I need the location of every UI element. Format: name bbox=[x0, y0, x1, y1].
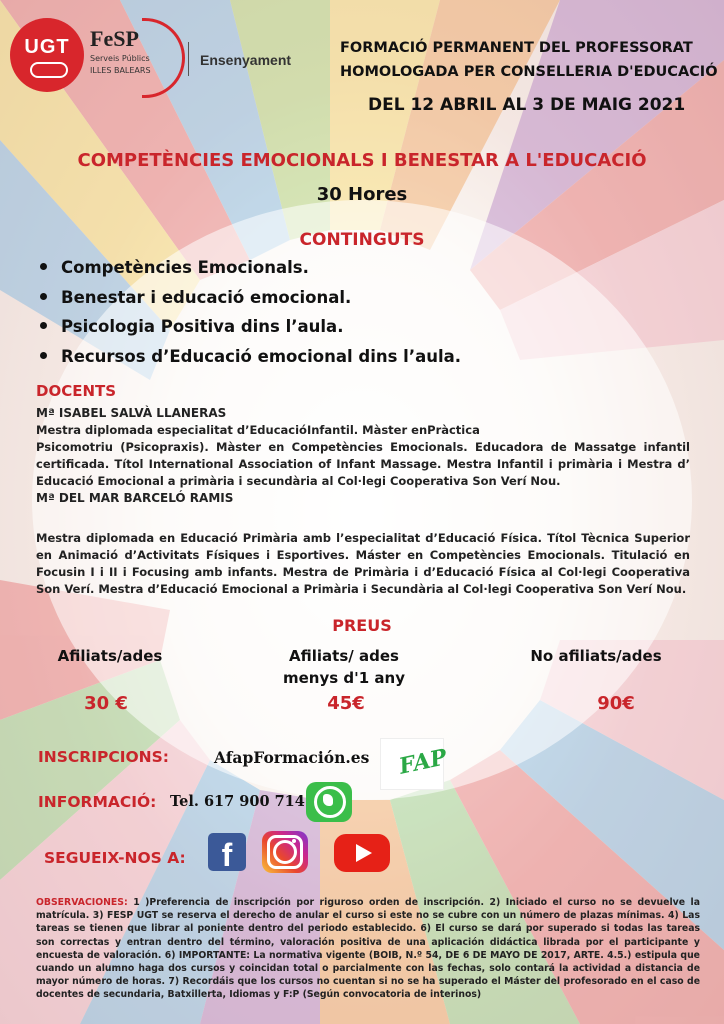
price-col-1 bbox=[0, 645, 220, 667]
observations-text: 1 )Preferencia de inscripción por riguroso orden de inscripción. 2) Iniciado el curso no se devuelve la matrícula. 3) FESP UGT se reserva el derecho de anular el curso si este no se cubre con un número de plazas mínimas. 4) Las tareas se tienen que librar al poniente dentro del periodo establecido. 6) El curso se dará por superado si todas las tareas son correctas y entran dentro del término, valoración positiva de una aplicación didáctica librada por el participante y encuesta de valoración. 6) IMPORTANTE: La normativa vigente (BOIB, N.º 54, DE 6 DE MAYO DE 2017, ARTE. 4.5.) estipula que cuando un alumno haga dos cursos y coincidan total o parcialmente con las fechas, solo contará la actividad a distancia de mayor número de horas. 7) Recordáis que los cursos no cuentan si no se ha superado el Máster del profesorado en el caso de docentes de secundaria, Batxillerta, Idiomas y F:P (Según convocatoria de interinos) bbox=[36, 897, 700, 1001]
fesp-sub1: Serveis Públics bbox=[90, 54, 150, 63]
teacher-2-bio: Mestra diplomada en Educació Primària amb l’especialitat d’Educació Física. Títol Tècnica Superior en Animació d’Activitats Físiques i Esportives. Máster en Competències Emocionals. Titulació en Focusin I i II i Focusing amb infants. Mestra de Primària i d’Educació Física al Col·legi Cooperativa Son Verí. Mestra d’Educació Emocional a Primària i Secundària al Col·legi Cooperativa Son Verí Nou. bbox=[36, 531, 690, 596]
price-col-2 bbox=[234, 645, 454, 689]
observations-label: OBSERVACIONES: bbox=[36, 897, 128, 908]
fesp-sub2: ILLES BALEARS bbox=[90, 66, 151, 75]
list-item bbox=[40, 342, 461, 372]
price-value-affiliates: 30 € bbox=[84, 693, 128, 714]
price-col-3 bbox=[486, 645, 706, 667]
price-value-non-affiliates: 90€ bbox=[597, 693, 635, 714]
observations bbox=[36, 896, 700, 1002]
bullet-icon bbox=[40, 352, 47, 359]
afap-logo[interactable] bbox=[380, 738, 450, 790]
phone-number[interactable]: Tel. 617 900 714 bbox=[170, 793, 305, 810]
facebook-icon[interactable]: f bbox=[208, 833, 246, 871]
list-item bbox=[40, 283, 461, 313]
contents-item-3: Psicologia Positiva dins l’aula. bbox=[61, 317, 344, 336]
teacher-1-bio: Psicomotriu (Psicopraxis). Màster en Competències Emocionals. Educadora de Massatge infantil certificada. Títol International Association of Infant Massage. Mestra Infantil i primària i Mestra d’ Educació Emocional a primària i secundària al Col·legi Cooperativa Son Verí Nou. bbox=[36, 440, 690, 488]
price-label-new-affiliates-a: Afiliats/ ades bbox=[289, 647, 399, 665]
afap-logo-text: FAP bbox=[396, 744, 450, 780]
ugt-logo-text: UGT bbox=[24, 36, 70, 58]
whatsapp-icon[interactable] bbox=[306, 782, 352, 822]
price-value-new-affiliates: 45€ bbox=[327, 693, 365, 714]
follow-label: SEGUEIX-NOS A: bbox=[44, 849, 186, 867]
bullet-icon bbox=[40, 322, 47, 329]
bullet-icon bbox=[40, 263, 47, 270]
contents-item-2: Benestar i educació emocional. bbox=[61, 287, 352, 307]
teacher-1-block bbox=[36, 405, 690, 507]
youtube-icon[interactable] bbox=[334, 834, 390, 872]
docents-title: DOCENTS bbox=[36, 382, 117, 400]
ugt-logo bbox=[10, 18, 84, 92]
price-label-non-affiliates: No afiliats/ades bbox=[530, 647, 662, 665]
list-item bbox=[40, 312, 461, 342]
contents-item-4: Recursos d’Educació emocional dins l’aula. bbox=[61, 346, 462, 366]
teacher-1-line1: Mestra diplomada especialitat d’EducacióInfantil. Màster enPràctica bbox=[36, 423, 480, 437]
price-label-new-affiliates-b: menys d'1 any bbox=[283, 669, 405, 687]
info-label: INFORMACIÓ: bbox=[38, 793, 157, 811]
fesp-arc-shape bbox=[142, 18, 185, 98]
contents-list bbox=[40, 253, 461, 371]
price-label-affiliates: Afiliats/ades bbox=[57, 647, 163, 665]
header-line-1: FORMACIÓ PERMANENT DEL PROFESSORAT bbox=[340, 40, 693, 56]
bullet-icon bbox=[40, 293, 47, 300]
department-label: Ensenyament bbox=[200, 52, 292, 68]
course-hours: 30 Hores bbox=[316, 184, 408, 205]
fesp-name: FeSP bbox=[90, 26, 139, 51]
teacher-2-block bbox=[36, 530, 690, 598]
teacher-2-name: Mª DEL MAR BARCELÓ RAMIS bbox=[36, 491, 234, 505]
contents-title: CONTINGUTS bbox=[299, 230, 425, 250]
prices-title: PREUS bbox=[332, 616, 392, 635]
registration-site-link[interactable]: AfapFormación.es bbox=[214, 748, 370, 767]
contents-item-1: Competències Emocionals. bbox=[61, 258, 309, 277]
header-line-2: HOMOLOGADA PER CONSELLERIA D'EDUCACIÓ bbox=[340, 64, 718, 80]
teacher-1-name: Mª ISABEL SALVÀ LLANERAS bbox=[36, 406, 227, 420]
handshake-icon bbox=[30, 62, 68, 78]
course-dates: DEL 12 ABRIL AL 3 DE MAIG 2021 bbox=[368, 95, 686, 115]
list-item bbox=[40, 253, 461, 283]
instagram-icon[interactable] bbox=[262, 831, 308, 873]
course-title: COMPETÈNCIES EMOCIONALS I BENESTAR A L'EDUCACIÓ bbox=[77, 150, 647, 171]
inscriptions-label: INSCRIPCIONS: bbox=[38, 748, 169, 766]
header-divider bbox=[188, 42, 189, 76]
